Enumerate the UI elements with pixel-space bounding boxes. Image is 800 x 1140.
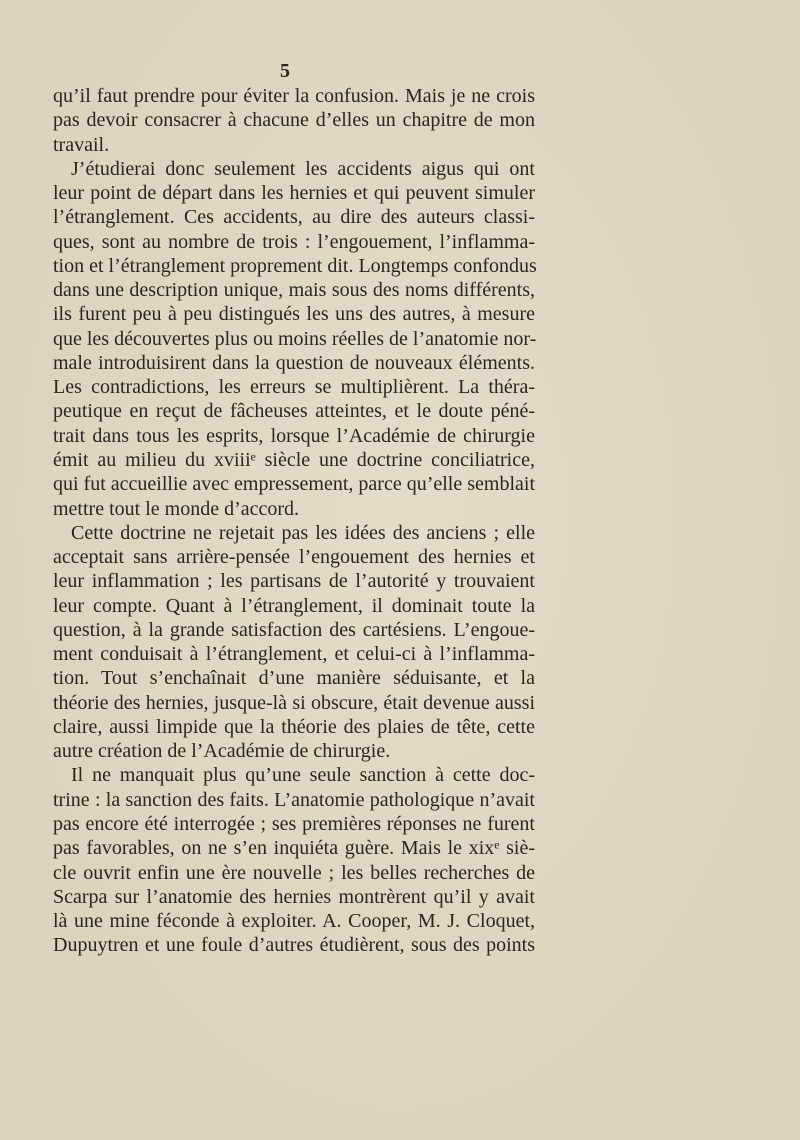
text-line: leur point de départ dans les hernies et qui peuvent simuler (53, 182, 535, 205)
body-text (53, 84, 535, 958)
text-line: leur inflammation ; les partisans de l’autorité y trouvaient (53, 570, 535, 593)
text-line: question, à la grande satisfaction des cartésiens. L’engoue- (53, 618, 535, 641)
text-line: trait dans tous les esprits, lorsque l’Académie de chirurgie (53, 424, 535, 447)
text-line: mettre tout le monde d’accord. (53, 497, 300, 520)
text-line: Dupuytren et une foule d’autres étudièrent, sous des points (53, 934, 535, 957)
text-line: peutique en reçut de fâcheuses atteintes, et le doute péné- (53, 400, 535, 423)
text-line: pas devoir consacrer à chacune d’elles un chapitre de mon (53, 109, 535, 132)
text-line: claire, aussi limpide que la théorie des plaies de tête, cette (53, 715, 535, 738)
text-line: Scarpa sur l’anatomie des hernies montrèrent qu’il y avait (53, 885, 535, 908)
text-line: pas favorables, on ne s’en inquiéta guère. Mais le xixᵉ siè- (53, 837, 535, 860)
text-line: pas encore été interrogée ; ses premières réponses ne furent (53, 812, 535, 835)
text-line: dans une description unique, mais sous des noms différents, (53, 279, 535, 302)
text-line: théorie des hernies, jusque-là si obscure, était devenue aussi (53, 691, 535, 714)
text-line: là une mine féconde à exploiter. A. Cooper, M. J. Cloquet, (53, 910, 535, 933)
text-line: Les contradictions, les erreurs se multiplièrent. La théra- (53, 376, 535, 399)
text-line: J’étudierai donc seulement les accidents aigus qui ont (71, 157, 535, 180)
text-line: qu’il faut prendre pour éviter la confusion. Mais je ne crois (53, 85, 535, 107)
text-line: qui fut accueillie avec empressement, parce qu’elle semblait (53, 473, 536, 496)
text-line: ment conduisait à l’étranglement, et celui-ci à l’inflamma- (53, 643, 535, 666)
text-line: leur compte. Quant à l’étranglement, il dominait toute la (53, 594, 535, 617)
text-line: Cette doctrine ne rejetait pas les idées des anciens ; elle (71, 521, 535, 544)
text-line: travail. (53, 133, 110, 156)
text-line: autre création de l’Académie de chirurgie. (53, 740, 391, 763)
text-line: cle ouvrit enfin une ère nouvelle ; les belles recherches de (53, 861, 535, 884)
page-number: 5 (280, 60, 290, 82)
text-line: ques, sont au nombre de trois : l’engouement, l’inflamma- (53, 230, 535, 253)
text-line: acceptait sans arrière-pensée l’engouement des hernies et (53, 546, 535, 569)
text-line: Il ne manquait plus qu’une seule sanction à cette doc- (71, 764, 535, 787)
text-line: tion et l’étranglement proprement dit. Longtemps confondus (53, 254, 537, 277)
text-line: l’étranglement. Ces accidents, au dire des auteurs classi- (53, 206, 535, 229)
text-line: émit au milieu du xviiiᵉ siècle une doctrine conciliatrice, (53, 448, 535, 471)
text-line: que les découvertes plus ou moins réelles de l’anatomie nor- (53, 327, 537, 350)
text-line: ils furent peu à peu distingués les uns des autres, à mesure (53, 303, 535, 326)
text-line: male introduisirent dans la question de nouveaux éléments. (53, 351, 535, 374)
text-line: trine : la sanction des faits. L’anatomie pathologique n’avait (53, 788, 535, 811)
text-line: tion. Tout s’enchaînait d’une manière séduisante, et la (53, 667, 535, 690)
